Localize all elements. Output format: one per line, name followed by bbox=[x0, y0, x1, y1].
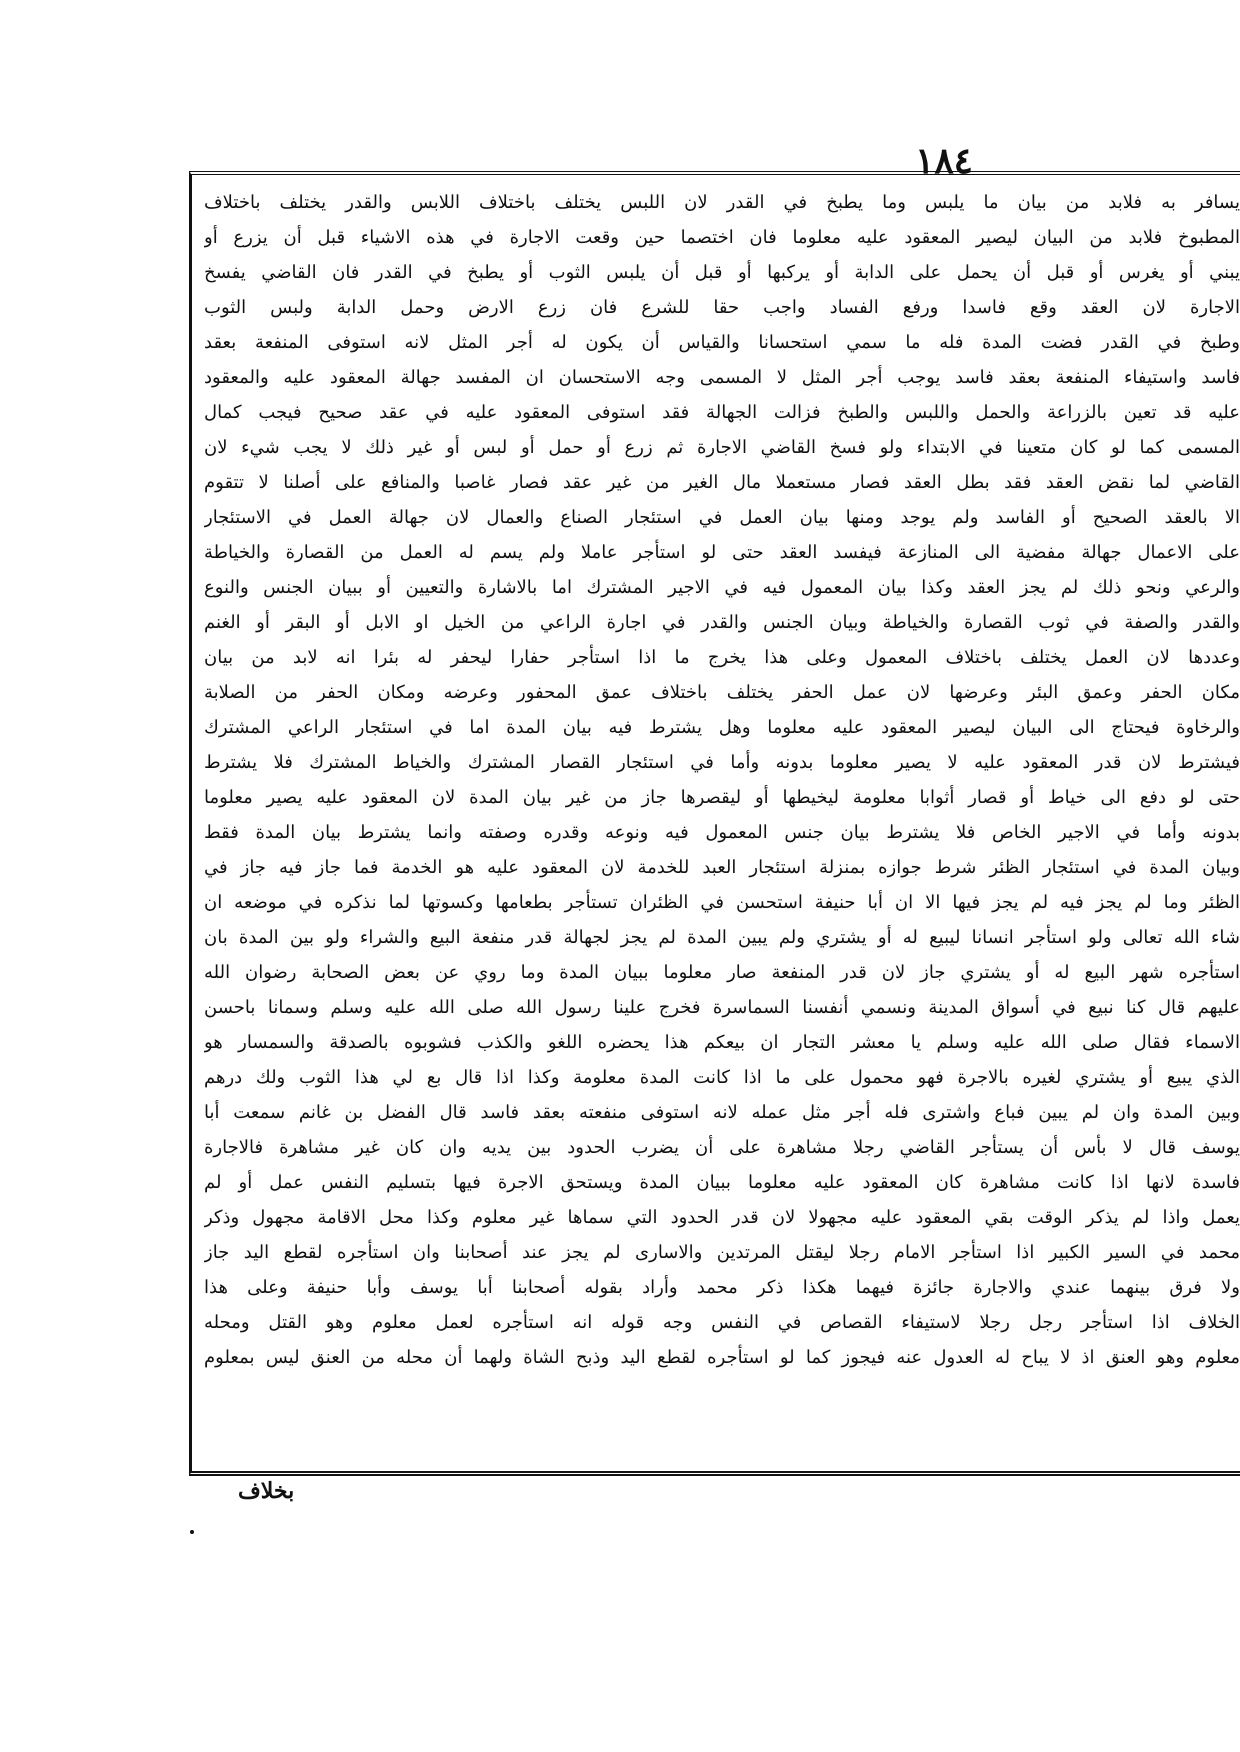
catchword: بخلاف bbox=[238, 1478, 295, 1504]
text-line: والرعي ونحو ذلك لم يجز العقد وكذا بيان المعمول فيه في الاجير المشترك اما بالاشارة والتعيين أو ببيان الجنس والنوع bbox=[204, 577, 1240, 598]
text-line: وبين المدة وان لم يبين فباع واشترى فله أجر مثل عمله لانه استوفى منفعته بعقد فاسد قال الفضل بن غانم سمعت أبا bbox=[204, 1102, 1240, 1123]
text-line: محمد في السير الكبير اذا استأجر الامام رجلا ليقتل المرتدين والاسارى لم يجز عند أصحابنا وان استأجره لقطع اليد جاز bbox=[204, 1242, 1240, 1263]
text-line: الا بالعقد الصحيح أو الفاسد ولم يوجد ومنها بيان العمل في استئجار الصناع والعمال لان جهالة العمل في الاستئجار bbox=[204, 507, 1240, 528]
text-line: مكان الحفر وعمق البئر وعرضها لان عمل الحفر يختلف باختلاف عمق المحفور وعرضه ومكان الحفر من الصلابة bbox=[204, 682, 1240, 703]
text-line: معلوم وهو العنق اذ لا يباح له العدول عنه فيجوز كما لو استأجره لقطع اليد وذبح الشاة ولهما أن محله من العنق ليس بمعلوم bbox=[204, 1347, 1240, 1368]
text-line: بدونه وأما في الاجير الخاص فلا يشترط بيان جنس المعمول فيه ونوعه وقدره وصفته وانما يشترط بيان المدة فقط bbox=[204, 822, 1240, 843]
text-line: وعددها لان العمل يختلف باختلاف المعمول وعلى هذا يخرج ما اذا استأجر حفارا ليحفر له بئرا انه لابد من بيان bbox=[204, 647, 1240, 668]
page-number: ١٨٤ bbox=[914, 140, 973, 182]
text-line: وطبخ في القدر فضت المدة فله ما سمي استحسانا والقياس أن يكون له أجر المثل لانه استوفى المنفعة بعقد bbox=[204, 332, 1240, 353]
text-line: فاسد واستيفاء المنفعة بعقد فاسد يوجب أجر المثل لا المسمى وجه الاستحسان ان المفسد جهالة المعقود عليه والمعقود bbox=[204, 367, 1240, 388]
text-line: والقدر والصفة في ثوب القصارة والخياطة وبيان الجنس والقدر في اجارة الراعي من الخيل او الابل أو البقر أو الغنم bbox=[204, 612, 1240, 633]
text-line: فيشترط لان قدر المعقود عليه لا يصير معلوما بدونه وأما في استئجار القصار المشترك والخياط المشترك فلا يشترط bbox=[204, 752, 1240, 773]
text-line: المطبوخ فلابد من البيان ليصير المعقود عليه معلوما فان اختصما حين وقعت الاجارة في هذه الاشياء قبل أن يزرع أو bbox=[204, 227, 1240, 248]
text-line: على الاعمال جهالة مفضية الى المنازعة فيفسد العقد حتى لو استأجر عاملا ولم يسم له العمل من القصارة والخياطة bbox=[204, 542, 1240, 563]
ink-dot bbox=[190, 1530, 194, 1534]
text-line: حتى لو دفع الى خياط أو قصار أثوابا معلومة ليخيطها أو ليقصرها جاز من غير بيان المدة لان المعقود عليه يصير معلوما bbox=[204, 787, 1240, 808]
text-line: الخلاف اذا استأجر رجل رجلا لاستيفاء القصاص في النفس وجه قوله انه استأجره لعمل معلوم وهو القتل ومحله bbox=[204, 1312, 1240, 1333]
text-line: يعمل واذا لم يذكر الوقت بقي المعقود عليه مجهولا لان قدر الحدود التي سماها غير معلوم وكذا محل الاقامة مجهول وذكر bbox=[204, 1207, 1240, 1228]
text-line: فاسدة لانها اذا كانت مشاهرة كان المعقود عليه معلوما ببيان المدة ويستحق الاجرة فيها بتسليم النفس عمل أو لم bbox=[204, 1172, 1240, 1193]
text-line: ولا فرق بينهما عندي والاجارة جائزة فيهما هكذا ذكر محمد وأراد بقوله أصحابنا أبا يوسف وأبا حنيفة وعلى هذا bbox=[204, 1277, 1240, 1298]
main-text bbox=[204, 185, 1240, 1375]
text-line: شاء الله تعالى ولو استأجر انسانا ليبيع له أو يشتري ولم يبين المدة لم يجز لجهالة قدر منفعة البيع والشراء ولو بين المدة بان bbox=[204, 927, 1240, 948]
text-line: عليهم قال كنا نبيع في أسواق المدينة ونسمي أنفسنا السماسرة فخرج علينا رسول الله صلى الله عليه وسلم وسمانا باحسن bbox=[204, 997, 1240, 1018]
text-line: وبيان المدة في استئجار الظئر شرط جوازه بمنزلة استئجار العبد للخدمة لان المعقود عليه هو الخدمة فما جاز فيه جاز في bbox=[204, 857, 1240, 878]
text-line: القاضي لما نقض العقد فقد بطل العقد فصار مستعملا مال الغير من غير عقد فصار غاصبا والمنافع على أصلنا لا تتقوم bbox=[204, 472, 1240, 493]
text-line: يبني أو يغرس أو قبل أن يحمل على الدابة أو يركبها أو قبل أن يلبس الثوب أو يطبخ في القدر فان القاضي يفسخ bbox=[204, 262, 1240, 283]
text-line: عليه قد تعين بالزراعة والحمل واللبس والطبخ فزالت الجهالة فقد استوفى المعقود عليه في عقد صحيح فيجب كمال bbox=[204, 402, 1240, 423]
text-line: والرخاوة فيحتاج الى البيان ليصير المعقود عليه معلوما وهل يشترط فيه بيان المدة اما في استئجار الراعي المشترك bbox=[204, 717, 1240, 738]
text-frame bbox=[189, 171, 1240, 1476]
text-line: المسمى كما لو كان متعينا في الابتداء ولو فسخ القاضي الاجارة ثم زرع أو حمل أو لبس أو غير ذلك لا يجب شيء لان bbox=[204, 437, 1240, 458]
text-line: الاجارة لان العقد وقع فاسدا ورفع الفساد واجب حقا للشرع فان زرع الارض وحمل الدابة ولبس الثوب bbox=[204, 297, 1240, 318]
text-line: الذي يبيع أو يشتري لغيره بالاجرة فهو محمول على ما اذا كانت المدة معلومة وكذا اذا قال بع لي هذا الثوب ولك درهم bbox=[204, 1067, 1240, 1088]
text-line: يسافر به فلابد من بيان ما يلبس وما يطبخ في القدر لان اللبس يختلف باختلاف اللابس والقدر يختلف باختلاف bbox=[204, 192, 1240, 213]
text-line: الاسماء فقال صلى الله عليه وسلم يا معشر التجار ان بيعكم هذا يحضره اللغو والكذب فشوبوه بالصدقة والسمسار هو bbox=[204, 1032, 1240, 1053]
text-line: استأجره شهر البيع له أو يشتري جاز لان قدر المنفعة صار معلوما ببيان المدة وما روي عن بعض الصحابة رضوان الله bbox=[204, 962, 1240, 983]
text-line: الظئر وما لم يجز فيه لم يجز فيها الا ان أبا حنيفة استحسن في الظئران تستأجر بطعامها وكسوتها لما نذكره في موضعه ان bbox=[204, 892, 1240, 913]
text-line: يوسف قال لا بأس أن يستأجر القاضي رجلا مشاهرة على أن يضرب الحدود بين يديه وان كان غير مشاهرة فالاجارة bbox=[204, 1137, 1240, 1158]
